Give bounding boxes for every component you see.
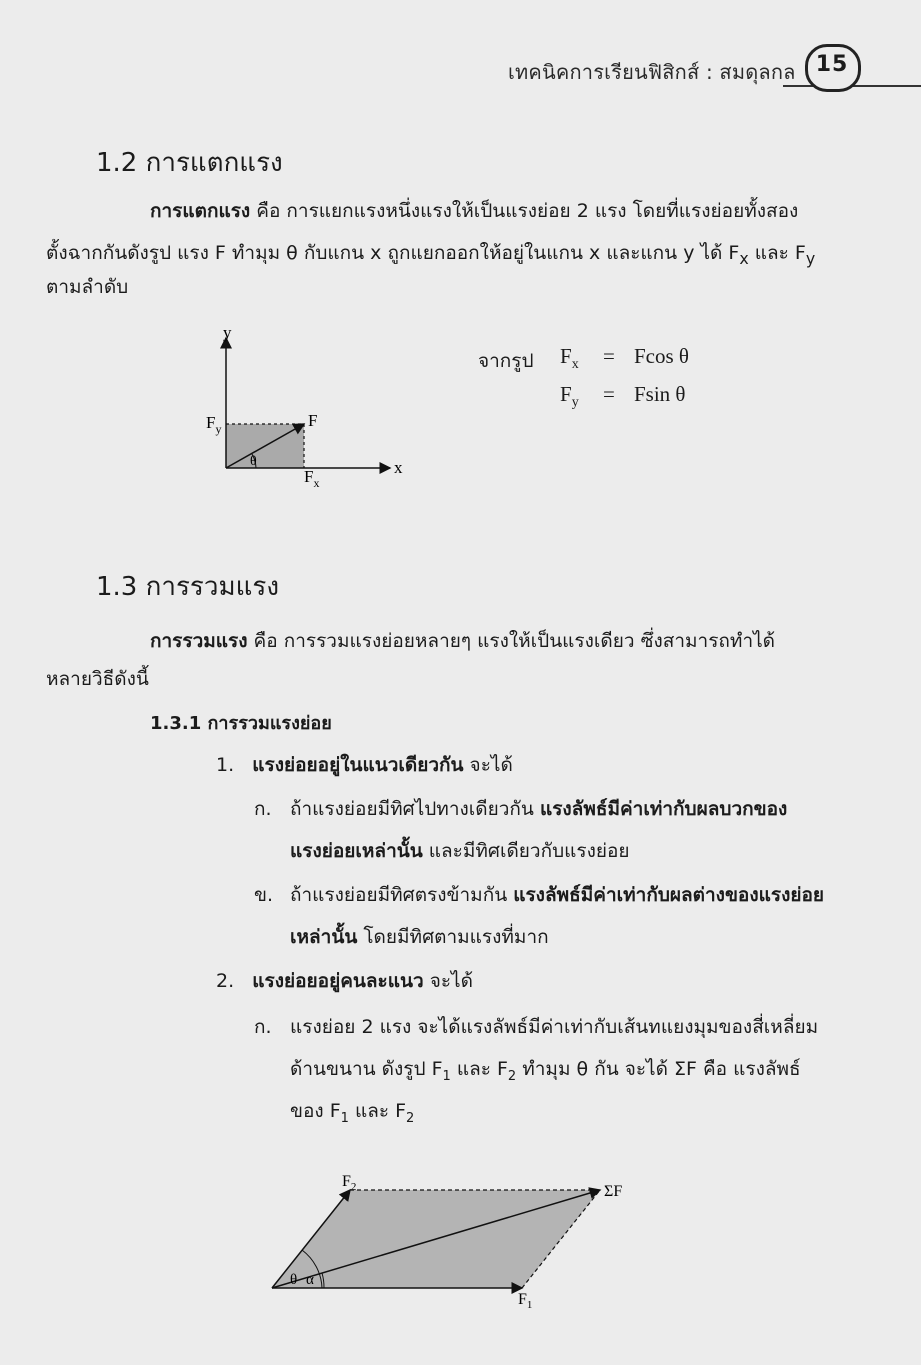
list-item-2a-line-2: ด้านขนาน ดังรูป $F_1$ และ $F_2$ ทำมุม θ กัน จะได้ ΣF คือ แรงลัพธ์ — [290, 1058, 801, 1084]
equation-fy-equals: = — [603, 382, 615, 406]
equation-fx-lhs: $F_x$ — [560, 344, 579, 373]
text-run: ตั้งฉากกันดังรูป แรง F ทำมุม θ กับแกน x ถูกแยกออกให้อยู่ในแกน x และแกน y ได้ F — [46, 242, 740, 264]
label-F1: $F_1$ — [518, 1291, 533, 1310]
subsection-heading-1-3-1: 1.3.1 การรวมแรงย่อย — [150, 713, 332, 734]
label-sum-F: ΣF — [604, 1183, 623, 1200]
equation-fy-rhs: Fsin θ — [634, 382, 686, 406]
list-item-1a-mark: ก. — [254, 798, 272, 820]
paragraph-1-2-line-1 — [150, 196, 798, 226]
list-item-1b-line-1: ถ้าแรงย่อยมีทิศตรงข้ามกัน แรงลัพธ์มีค่าเท่ากับผลต่างของแรงย่อย — [290, 884, 825, 906]
equations-intro: จากรูป — [478, 350, 534, 372]
label-x: x — [394, 458, 403, 477]
label-F: F — [308, 411, 318, 430]
label-theta: θ — [290, 1272, 298, 1288]
label-theta: θ — [250, 454, 257, 469]
parallelogram-figure — [260, 1170, 650, 1310]
text-run: คือ การแยกแรงหนึ่งแรงให้เป็นแรงย่อย 2 แรง โดยที่แรงย่อยทั้งสอง — [250, 200, 799, 222]
paragraph-1-3-line-2: หลายวิธีดังนี้ — [46, 668, 149, 690]
list-item-2a-line-3: ของ $F_1$ และ $F_2$ — [290, 1100, 415, 1126]
list-item-2a-mark: ก. — [254, 1016, 272, 1038]
label-F2: $F_2$ — [342, 1173, 357, 1193]
term-force-resolution: การแตกแรง — [150, 200, 251, 222]
paragraph-1-2-line-3: ตามลำดับ — [46, 276, 129, 298]
running-header-title: เทคนิคการเรียนฟิสิกส์ : สมดุลกล — [508, 60, 796, 84]
list-item-1a-line-2: แรงย่อยเหล่านั้น และมีทิศเดียวกับแรงย่อย — [290, 840, 630, 862]
paragraph-1-3-line-1 — [150, 626, 775, 656]
label-Fx: $F_x$ — [304, 467, 320, 490]
section-heading-1-3: 1.3 การรวมแรง — [96, 572, 280, 602]
equation-fx-equals: = — [603, 344, 615, 368]
force-resolution-figure — [190, 318, 420, 498]
equation-fy-lhs: $F_y$ — [560, 382, 579, 411]
list-item-2: 2. แรงย่อยอยู่คนละแนว จะได้ — [216, 970, 473, 992]
subscript: y — [805, 248, 816, 268]
section-heading-1-2: 1.2 การแตกแรง — [96, 148, 283, 178]
label-Fy: $F_y$ — [206, 413, 222, 436]
list-item-1: 1. แรงย่อยอยู่ในแนวเดียวกัน จะได้ — [216, 754, 513, 776]
subscript: x — [739, 248, 749, 268]
list-item-1a-line-1: ถ้าแรงย่อยมีทิศไปทางเดียวกัน แรงลัพธ์มีค่าเท่ากับผลบวกของ — [290, 798, 788, 820]
list-item-1b-mark: ข. — [254, 884, 274, 906]
term-force-combination: การรวมแรง — [150, 630, 248, 652]
list-item-1b-line-2: เหล่านั้น โดยมีทิศตามแรงที่มาก — [290, 926, 549, 948]
equation-fx-rhs: Fcos θ — [634, 344, 689, 368]
page-number: 15 — [815, 52, 849, 77]
text-run: คือ การรวมแรงย่อยหลายๆ แรงให้เป็นแรงเดียว ซึ่งสามารถทำได้ — [247, 630, 776, 652]
text-run: และ F — [748, 242, 806, 264]
paragraph-1-2-line-2 — [46, 238, 815, 268]
list-item-2a-line-1: แรงย่อย 2 แรง จะได้แรงลัพธ์มีค่าเท่ากับเส้นทแยงมุมของสี่เหลี่ยม — [290, 1016, 819, 1038]
label-y: y — [223, 323, 232, 342]
label-alpha: α — [306, 1272, 314, 1288]
